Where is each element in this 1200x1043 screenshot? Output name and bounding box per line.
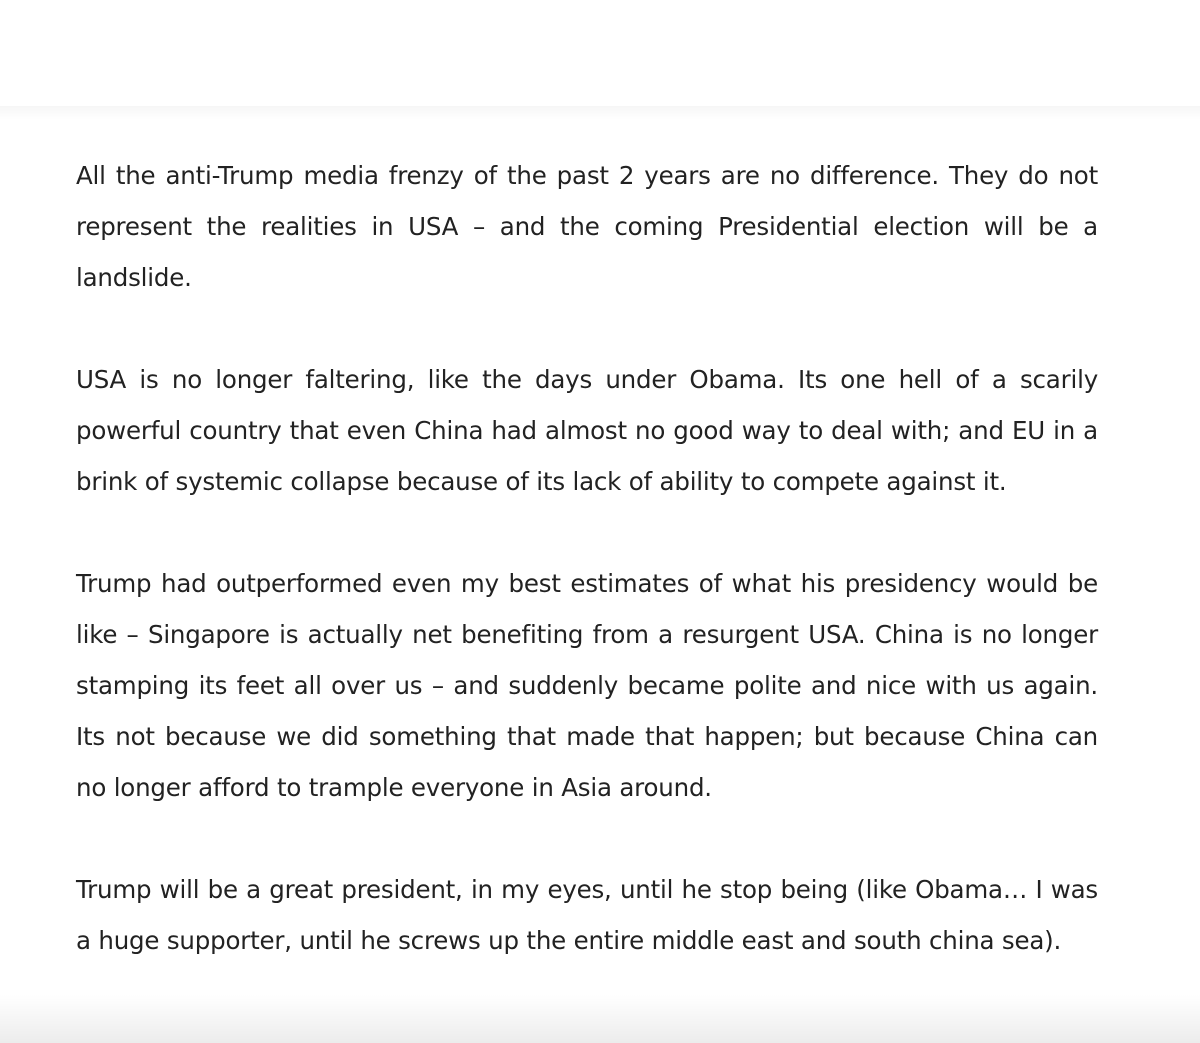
paragraph-2: USA is no longer faltering, like the days under Obama. Its one hell of a scarily powerful country that even China had almost no good way to deal with; and EU in a brink of systemic collapse because of its lack of ability to compete against it. xyxy=(76,365,1098,496)
header-area xyxy=(0,0,1200,106)
header-shadow xyxy=(0,106,1200,120)
paragraph-3: Trump had outperformed even my best estimates of what his presidency would be like – Singapore is actually net benefiting from a resurgent USA. China is no longer stamping its feet all over us – and suddenly became polite and nice with us again. Its not because we did something that made that happen; but because China can no longer afford to trample everyone in Asia around. xyxy=(76,569,1098,802)
article-body xyxy=(76,150,1098,1017)
footer-shadow xyxy=(0,995,1200,1043)
paragraph-4: Trump will be a great president, in my eyes, until he stop being (like Obama… I was a huge supporter, until he screws up the entire middle east and south china sea). xyxy=(76,875,1098,955)
paragraph-1: All the anti-Trump media frenzy of the past 2 years are no difference. They do not represent the realities in USA – and the coming Presidential election will be a landslide. xyxy=(76,161,1098,292)
